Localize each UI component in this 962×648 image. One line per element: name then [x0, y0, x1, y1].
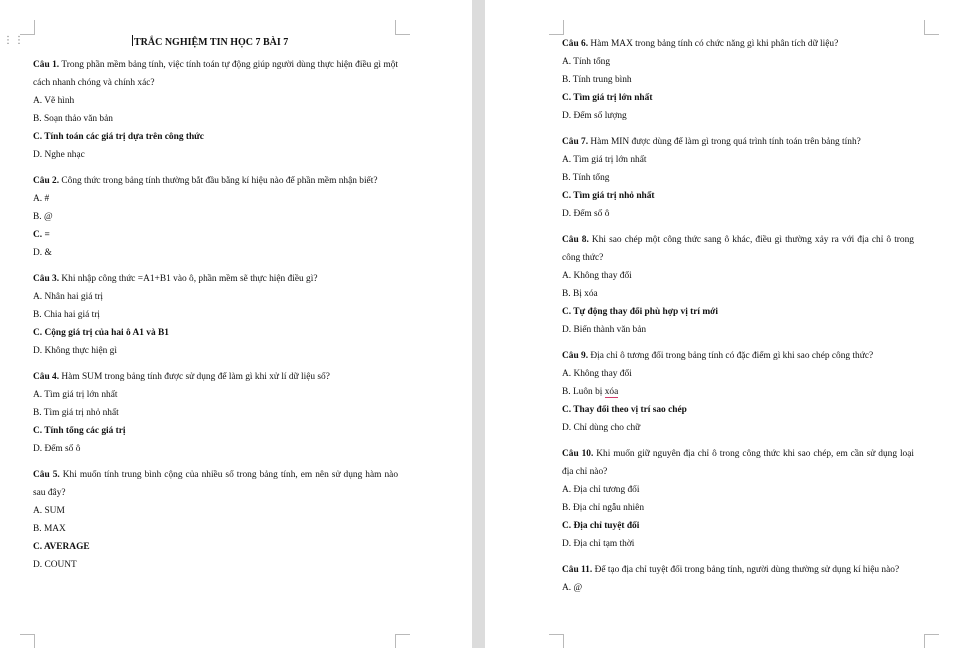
answer-option-correct[interactable]: C. Tính toán các giá trị dựa trên công thức: [33, 132, 204, 142]
question-text: Trong phần mềm bảng tính, việc tính toán tự động giúp người dùng thực hiện điều gì một cách nhanh chóng và chính xác?: [33, 60, 399, 88]
text-cursor: [132, 35, 133, 46]
answer-option[interactable]: B. Tính trung bình: [562, 75, 632, 85]
question-block: [562, 35, 914, 125]
question-text: Hàm SUM trong bảng tính được sử dụng để làm gì khi xử lí dữ liệu số?: [59, 372, 330, 382]
answer-option[interactable]: B. Chia hai giá trị: [33, 310, 100, 320]
question-text: Hàm MIN được dùng để làm gì trong quá trình tính toán trên bảng tính?: [588, 137, 861, 147]
drag-handle-icon[interactable]: ⋮⋮: [3, 35, 25, 46]
left-page-content: [33, 32, 398, 574]
question-number: Câu 7.: [562, 137, 589, 147]
spellcheck-underline[interactable]: xóa: [604, 387, 619, 397]
question-text-line[interactable]: [562, 133, 914, 151]
question-text: Hàm MAX trong bảng tính có chức năng gì khi phân tích dữ liệu?: [588, 39, 839, 49]
question-text-line[interactable]: [33, 172, 398, 190]
answer-option[interactable]: D. Đếm số ô: [562, 209, 610, 219]
answer-option[interactable]: A. Nhân hai giá trị: [33, 292, 104, 302]
question-text-line[interactable]: [33, 368, 398, 386]
page-gap: [472, 0, 485, 648]
answer-option[interactable]: D. &: [33, 248, 52, 258]
question-block: [33, 466, 398, 574]
answer-option[interactable]: D. Nghe nhạc: [33, 150, 85, 160]
page-corner-mark: [395, 634, 410, 648]
document-page-left[interactable]: [0, 0, 472, 648]
question-number: Câu 8.: [562, 235, 589, 245]
question-text-line[interactable]: [562, 35, 914, 53]
answer-option[interactable]: D. Đếm số lượng: [562, 111, 627, 121]
question-number: Câu 6.: [562, 39, 589, 49]
question-text-line[interactable]: [562, 561, 914, 579]
question-number: Câu 5.: [33, 470, 60, 480]
answer-option[interactable]: D. COUNT: [33, 560, 77, 570]
answer-option[interactable]: A. Tính tổng: [562, 57, 611, 67]
answer-option[interactable]: A. Địa chỉ tương đối: [562, 485, 640, 495]
answer-option-correct[interactable]: C. Cộng giá trị của hai ô A1 và B1: [33, 328, 169, 338]
question-text: Để tạo địa chỉ tuyệt đối trong bảng tính, người dùng thường sử dụng kí hiệu nào?: [592, 565, 900, 575]
question-text: Khi nhập công thức =A1+B1 vào ô, phần mềm sẽ thực hiện điều gì?: [59, 274, 318, 284]
answer-option[interactable]: D. Không thực hiện gì: [33, 346, 117, 356]
answer-option[interactable]: D. Đếm số ô: [33, 444, 81, 454]
question-list: [562, 35, 914, 597]
answer-option[interactable]: A. SUM: [33, 506, 65, 516]
question-number: Câu 9.: [562, 351, 589, 361]
question-text: Khi sao chép một công thức sang ô khác, điều gì thường xảy ra với địa chỉ ô trong công thức?: [562, 235, 914, 263]
answer-option-correct[interactable]: C. Thay đổi theo vị trí sao chép: [562, 405, 687, 415]
question-text: Khi muốn tính trung bình cộng của nhiều số trong bảng tính, em nên sử dụng hàm nào sau đây?: [33, 470, 399, 498]
question-block: [562, 561, 914, 597]
answer-option[interactable]: B. Soạn thảo văn bản: [33, 114, 113, 124]
question-text-line[interactable]: [33, 270, 398, 288]
answer-option[interactable]: A. Vẽ hình: [33, 96, 75, 106]
answer-option-correct[interactable]: C. Tìm giá trị nhỏ nhất: [562, 191, 655, 201]
document-title: TRẮC NGHIỆM TIN HỌC 7 BÀI 7: [134, 37, 289, 48]
answer-option[interactable]: B. MAX: [33, 524, 66, 534]
page-corner-mark: [924, 634, 939, 648]
answer-option[interactable]: B. Địa chỉ ngẫu nhiên: [562, 503, 645, 513]
question-block: [562, 231, 914, 339]
answer-option[interactable]: B. @: [33, 212, 53, 222]
page-corner-mark: [20, 634, 35, 648]
question-number: Câu 1.: [33, 60, 60, 70]
question-number: Câu 11.: [562, 565, 593, 575]
question-number: Câu 4.: [33, 372, 60, 382]
page-corner-mark: [549, 634, 564, 648]
answer-option[interactable]: B. Tính tổng: [562, 173, 610, 183]
answer-option[interactable]: A. Không thay đổi: [562, 271, 632, 281]
document-page-right[interactable]: [485, 0, 962, 648]
question-text: Địa chỉ ô tương đối trong bảng tính có đặc điểm gì khi sao chép công thức?: [588, 351, 874, 361]
question-number: Câu 2.: [33, 176, 60, 186]
question-text-line[interactable]: [33, 466, 398, 502]
answer-option[interactable]: B. Bị xóa: [562, 289, 598, 299]
right-page-content: [562, 32, 914, 597]
answer-option-correct[interactable]: C. Tính tổng các giá trị: [33, 426, 126, 436]
question-block: [33, 270, 398, 360]
question-block: [33, 56, 398, 164]
answer-option[interactable]: B. Tìm giá trị nhỏ nhất: [33, 408, 119, 418]
answer-option-correct[interactable]: C. Tìm giá trị lớn nhất: [562, 93, 653, 103]
question-text: Khi muốn giữ nguyên địa chỉ ô trong công thức khi sao chép, em cần sử dụng loại địa chỉ nào?: [562, 449, 914, 477]
answer-option[interactable]: A. Không thay đổi: [562, 369, 632, 379]
question-block: [33, 172, 398, 262]
question-block: [562, 133, 914, 223]
answer-option-correct[interactable]: C. Tự động thay đổi phù hợp vị trí mới: [562, 307, 718, 317]
page-corner-mark: [924, 20, 939, 35]
question-number: Câu 10.: [562, 449, 594, 459]
answer-option-correct[interactable]: C. =: [33, 230, 50, 240]
question-block: [562, 347, 914, 437]
question-text-line[interactable]: [33, 56, 398, 92]
question-text: Công thức trong bảng tính thường bắt đầu bằng kí hiệu nào để phần mềm nhận biết?: [59, 176, 378, 186]
answer-option[interactable]: D. Địa chỉ tạm thời: [562, 539, 635, 549]
question-number: Câu 3.: [33, 274, 60, 284]
answer-option[interactable]: A. Tìm giá trị lớn nhất: [33, 390, 118, 400]
question-list: [33, 56, 398, 574]
answer-option-correct[interactable]: C. AVERAGE: [33, 542, 90, 552]
question-block: [33, 368, 398, 458]
answer-option[interactable]: D. Chỉ dùng cho chữ: [562, 423, 641, 433]
question-text-line[interactable]: [562, 231, 914, 267]
answer-option[interactable]: B. Luôn bị xóa: [562, 387, 619, 397]
answer-option[interactable]: A. #: [33, 194, 50, 204]
question-block: [562, 445, 914, 553]
answer-option-correct[interactable]: C. Địa chỉ tuyệt đối: [562, 521, 640, 531]
question-text-line[interactable]: [562, 445, 914, 481]
answer-option[interactable]: D. Biến thành văn bản: [562, 325, 647, 335]
answer-option[interactable]: A. @: [562, 583, 583, 593]
document-title-line[interactable]: [33, 32, 398, 53]
question-text-line[interactable]: [562, 347, 914, 365]
answer-option[interactable]: A. Tìm giá trị lớn nhất: [562, 155, 647, 165]
